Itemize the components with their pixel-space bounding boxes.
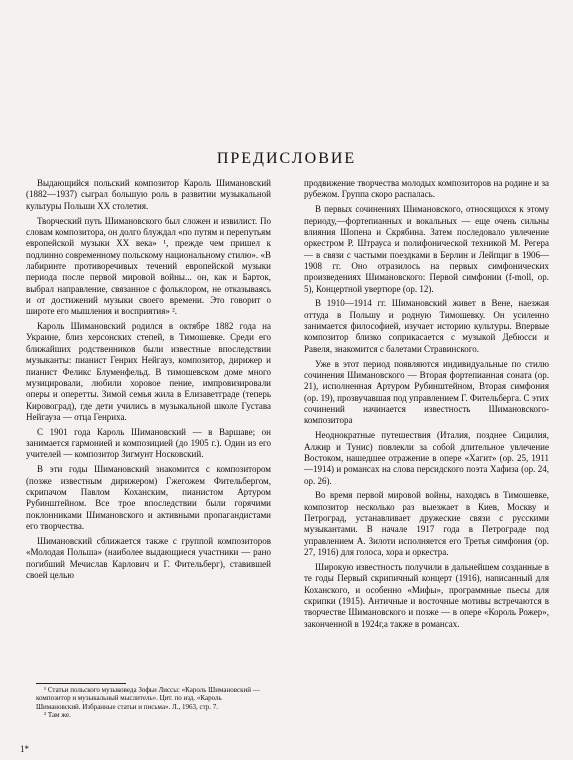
footnote: ² Там же. xyxy=(44,711,71,720)
signature-mark: 1* xyxy=(20,744,29,754)
paragraph: Широкую известность получили в дальнейшем созданные в те годы Первый скрипичный концерт (1916), написанный для Коханского, и особенно «Мифы», программные пьесы для скрипки (1915). Античные и восточные мотивы встречаются в творчестве Шимановского и позже — в опере «Король Рожер», законченной в 1924г,а также в романсах. xyxy=(304,562,549,629)
paragraph: Кароль Шимановский родился в октябре 1882 года на Украине, близ херсонских степей, в Тимошевке. Среди его ближайших родственников были известные впоследствии музыканты: пианист Генрих Нейгауз, композитор, дирижер и пианист Феликс Блуменфельд. В тимошевском доме много музицировали, любили хоровое пение, импровизировали оперы и оперетты. Зимой семья жила в Елизаветграде (теперь Кировоград), где дети учились в музыкальной школе Густава Нейгауза — отца Генриха. xyxy=(26,321,271,422)
paragraph: Во время первой мировой войны, находясь в Тимошевке, композитор несколько раз выезжает в Киев, Москву и Петроград, устанавливает дружеские связи с русскими музыкантами. В начале 1917 года в Петрограде под управлением А. Зилоти исполняется его Третья симфония (ор. 27, 1916) для голоса, хора и оркестра. xyxy=(304,490,549,558)
paragraph: Шимановский сближается также с группой композиторов «Молодая Польша» (наиболее выдающиеся участники — рано погибший Мечислав Карлович и Г. Фительберг), ставившей своей целью xyxy=(26,535,271,580)
paragraph: В первых сочинениях Шимановского, относящихся к этому периоду,—фортепианных и вокальных — еще очень сильны влияния Шопена и Скрябина. Затем последовало увлечение оркестром Р. Штрауса и полифонической техникой М. Регера — в связи с частыми поездками в Берлин и Лейпциг в 1906—1908 гг. Оно отразилось на первых симфонических произведениях Шимановского: Первой симфонии (f-moll, ор. 5), Концертной увертюре (ор. 12). xyxy=(304,204,549,294)
left-column xyxy=(26,178,271,585)
paragraph: Творческий путь Шимановского был сложен и извилист. По словам композитора, он долго блуждал «по путям и перепутьям европейской музыки XX века» ¹, прежде чем пришел к подлинно современному польскому национальному стилю». «В лабиринте противоречивых течений европейской музыки периода после первой мировой войны... он, как и Барток, выбрал направление, связанное с фольклором, не отказываясь и от достижений музыки своего времени. Это говорит о широте его мышления и восприятия» ². xyxy=(26,215,271,317)
paragraph: В эти годы Шимановский знакомится с композитором (позже известным дирижером) Гжегожем Фительбергом, скрипачом Павлом Коханским, пианистом Артуром Рубинштейном. Все трое впоследствии были горячими поклонниками Шимановского и активными пропагандистами его творчества. xyxy=(26,464,271,531)
footnote: ¹ Статьи польского музыковеда Зофьи Лиссы: «Кароль Шимановский — композитор и музыкальный мыслитель». Цит. по изд. «Кароль Шимановский. Избранные статьи и письма». Л., 1963, стр. 7. xyxy=(36,686,260,711)
paragraph: С 1901 года Кароль Шимановский — в Варшаве; он занимается гармонией и композицией (до 1905 г.). Один из его учителей — композитор Зигмунт Носковский. xyxy=(26,426,271,460)
page-title: ПРЕДИСЛОВИЕ xyxy=(216,150,357,167)
paragraph: Неоднократные путешествия (Италия, позднее Сицилия, Алжир и Тунис) повлекли за собой длительное увлечение Востоком, нашедшее отражение в опере «Хагит» (ор. 25, 1911—1914) и романсах на слова персидского поэта Хафиза (ор. 24, ор. 26). xyxy=(304,430,549,486)
paragraph: Выдающийся польский композитор Кароль Шимановский (1882—1937) сыграл большую роль в развитии музыкальной культуры Польши XX столетия. xyxy=(26,178,271,211)
right-column xyxy=(304,178,549,634)
footnote-divider xyxy=(36,683,126,684)
paragraph: продвижение творчества молодых композиторов на родине и за рубежом. Группа скоро распалась. xyxy=(304,178,549,200)
paragraph: Уже в этот период появляются индивидуальные по стилю сочинения Шимановского — Вторая фортепианная соната (ор. 21), исполненная Артуром Рубинштейном, Вторая симфония (ор. 19), прозвучавшая под управлением Г. Фительберга. С этих сочинений начинается известность Шимановского-композитора xyxy=(304,358,549,426)
footnotes xyxy=(36,686,266,720)
paragraph: В 1910—1914 гг. Шимановский живет в Вене, наезжая оттуда в Польшу и родную Тимошевку. Он усиленно занимается философией, изучает историю культуры. Впервые композитор близко соприкасается с музыкой Дебюсси и Равеля, знакомится с балетами Стравинского. xyxy=(304,298,549,354)
